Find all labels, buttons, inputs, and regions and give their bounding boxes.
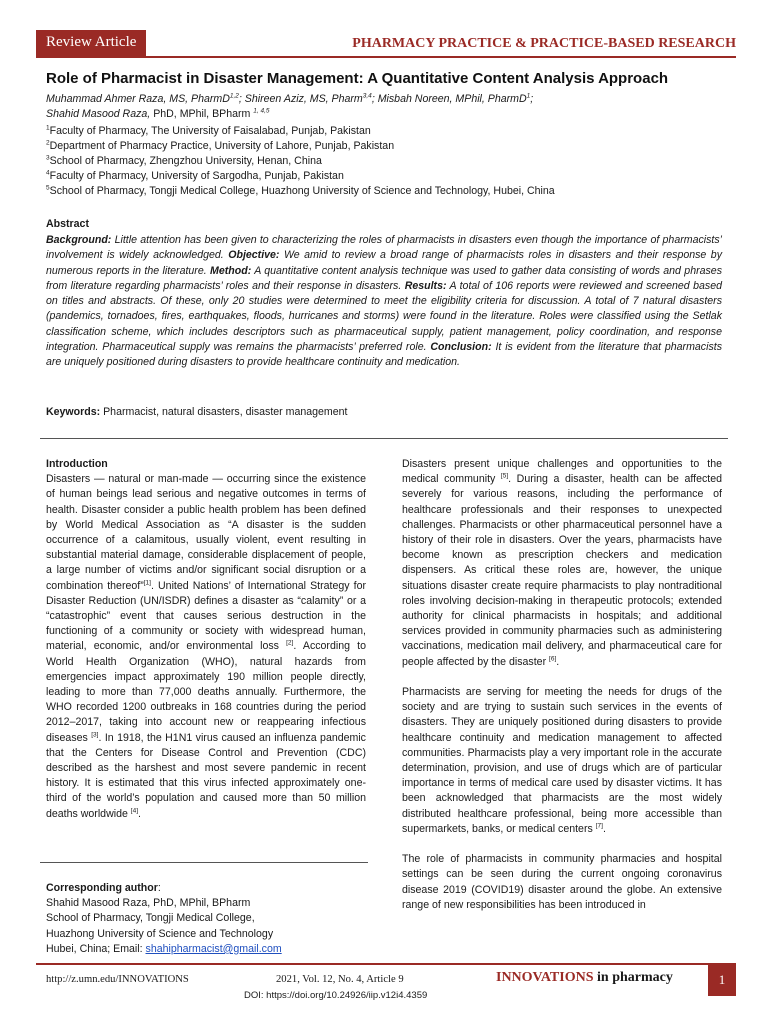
author-line-1: Muhammad Ahmer Raza, MS, PharmD$^{1,2}$; Shireen Aziz, MS, Pharm$^{3,4}$; Misbah Noreen, MPhil, PharmD$^1$; [46, 92, 534, 105]
affiliations [46, 124, 726, 199]
doi[interactable]: DOI: https://doi.org/10.24926/iip.v12i4.4359 [244, 990, 428, 1001]
journal-brand: INNOVATIONS in pharmacy [496, 970, 673, 985]
body-paragraph: Disasters present unique challenges and opportunities to the medical community [5]. During a disaster, health can be affected severely for various reasons, including the performance of healthcare professionals and their responses to unexpected challenges. Pharmacists or other pharmaceutical personnel have a history of their role in disasters. Over the years, pharmacists have become known as prescription checkers and medication dispensers. As critical these roles are, however, the unique situations disaster create require pharmacists to play nontraditional roles involving decision-making in therapeutic protocols; extended authority for clinical pharmacists in hospitals; and additional services provided in community pharmacies such as administering vaccinations, medication mail delivery, and pharmaceutical care for people affected by the disaster [6]. [402, 458, 723, 668]
page-number: 1 [708, 963, 736, 996]
body-paragraph: Pharmacists are serving for meeting the needs for drugs of the society and are trying to sustain such services in the events of disasters. They are uniquely positioned during disasters to provide healthcare continuity and medication management to affected communities. Pharmacists play a very important role in the accurate determination, provision, and use of drugs which are of particular importance in terms of medical care used by disaster victims. It has been acknowledged that pharmacists are the most widely distributed healthcare professional, being more accessible than supermarkets, banks, or medical centers [7]. [402, 686, 722, 835]
header-rule [146, 56, 736, 58]
abstract-body: Background: Little attention has been given to characterizing the roles of pharmacists in disasters even though the importance of pharmacists’ involvement is widely acknowledged. Objective: We amid to review a broad range of pharmacists roles in disasters and their response by numerous reports in the literature. Method: A quantitative content analysis technique was used to gather data consisting of words and phrases from literature regarding pharmacists’ roles and their response in disasters. Results: A total of 106 reports were reviewed and screened based on titles and abstracts. Of these, only 20 studies were determined to meet the eligibility criteria for discussion. A total of 7 natural disasters (pandemics, tornadoes, fires, earthquakes, floods, hurricanes and storms) were found in the literature. Roles were classified using the Setlak classification scheme, which includes descriptors such as pharmaceutical supply, patient management, policy coordination, and response integration. Pharmaceutical supply was remains the pharmacists’ preferred role. Conclusion: It is evident from the literature that pharmacists are uniquely positioned during disasters to provide healthcare continuity and medication. [46, 234, 722, 369]
keywords: Keywords: Pharmacist, natural disasters, disaster management [46, 406, 348, 418]
right-column [402, 457, 722, 913]
affiliation-item: $^1$Faculty of Pharmacy, The University of Faisalabad, Punjab, Pakistan [46, 124, 371, 137]
volume-info: 2021, Vol. 12, No. 4, Article 9 [276, 974, 404, 985]
affiliation-item: $^5$School of Pharmacy, Tongji Medical College, Huazhong University of Science and Technology, Hubei, China [46, 184, 555, 197]
introduction-paragraph: Disasters — natural or man-made — occurring since the existence of human beings lead serious and negative outcomes in terms of health. Disaster consider a public health problem has been defined by World Medical Association as “A disaster is the sudden occurrence of a calamitous, usually violent, event resulting in substantial material damage, considerable displacement of people, a large number of victims and/or significant social disruption or a combination thereof”[1]. United Nations’ of International Strategy for Disaster Reduction (UN/ISDR) defines a disaster as “calamity” or a “catastrophic” event that causes serious destruction in the functioning of a community or society with widespread human, material, economic, and/or environmental loss [2]. According to World Health Organization (WHO), natural hazards from emergencies impact approximately 190 million people directly, leading to more than 77,000 deaths annually. Furthermore, the WHO recorded 1200 outbreaks in 168 countries during the period 2012–2017, taking into account new or reappearing infectious diseases [3]. In 1918, the H1N1 virus caused an influenza pandemic that the Centers for Disease Control and Prevention (CDC) described as the harshest and most severe pandemic in recent history. It is estimated that this virus infected approximately one-third of the world’s population and caused more than 50 million deaths worldwide [4]. [46, 473, 367, 820]
affiliation-item: $^4$Faculty of Pharmacy, University of Sargodha, Punjab, Pakistan [46, 169, 344, 182]
article-title: Role of Pharmacist in Disaster Management: A Quantitative Content Analysis Approach [46, 70, 669, 87]
corresponding-author-block: Corresponding author: Shahid Masood Raza, PhD, MPhil, BPharm School of Pharmacy, Tongji Medical College, Huazhong University of Science and Technology Hubei, China; Email: shahipharmacist@gmail.com [46, 882, 282, 955]
journal-section-title: PHARMACY PRACTICE & PRACTICE-BASED RESEARCH [352, 36, 736, 51]
header-band [36, 30, 736, 58]
article-type-label: Review Article [46, 34, 137, 50]
left-column [46, 457, 366, 822]
author-line-2: Shahid Masood Raza, PhD, MPhil, BPharm $^{1, 4,5}$ [46, 107, 270, 120]
author-list [46, 92, 726, 122]
introduction-heading: Introduction [46, 458, 108, 470]
email-link[interactable]: shahipharmacist@gmail.com [145, 942, 282, 955]
affiliation-item: $^3$School of Pharmacy, Zhengzhou University, Henan, China [46, 154, 322, 167]
footer-rule [36, 963, 708, 965]
body-paragraph: The role of pharmacists in community pharmacies and hospital settings can be seen during the current ongoing coronavirus disease 2019 (COVID19) disaster around the globe. An extensive range of new responsibilities has been introduced in [402, 853, 722, 911]
journal-url[interactable]: http://z.umn.edu/INNOVATIONS [46, 974, 189, 985]
section-divider [40, 438, 728, 439]
footnote-divider [40, 862, 368, 863]
affiliation-item: $^2$Department of Pharmacy Practice, University of Lahore, Punjab, Pakistan [46, 139, 395, 152]
article-type-badge [36, 30, 146, 58]
abstract-heading: Abstract [46, 218, 89, 230]
